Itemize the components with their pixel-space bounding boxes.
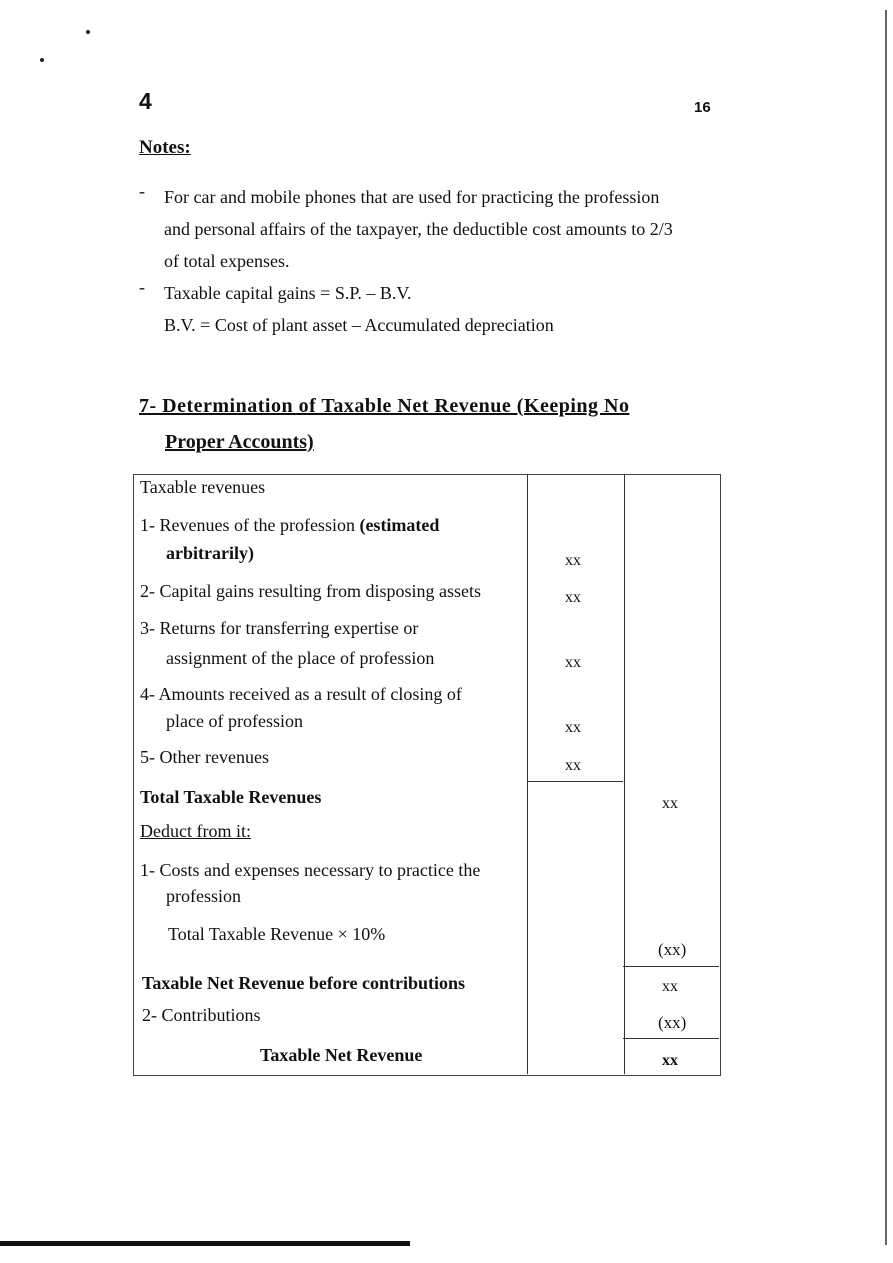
- section-title-continued: Proper Accounts): [165, 431, 314, 453]
- col1-value: xx: [565, 654, 581, 671]
- contributions-item: 2- Contributions: [142, 1005, 261, 1025]
- net-before-contributions: Taxable Net Revenue before contributions: [142, 973, 465, 993]
- deduction-item-1: 1- Costs and expenses necessary to practice the: [140, 860, 481, 880]
- note-1-line: of total expenses.: [164, 251, 290, 271]
- col1-value: xx: [565, 719, 581, 736]
- page-edge-right: [885, 10, 887, 1245]
- bullet-dash: -: [139, 277, 145, 297]
- col1-value: xx: [565, 757, 581, 774]
- revenue-item-3-cont: assignment of the place of profession: [166, 648, 435, 668]
- taxable-revenues-label: Taxable revenues: [140, 477, 266, 497]
- revenue-item-5: 5- Other revenues: [140, 747, 269, 767]
- scan-speck: [86, 30, 90, 34]
- bullet-dash: -: [139, 181, 145, 201]
- col1-value: xx: [565, 589, 581, 606]
- col2-value: (xx): [658, 940, 687, 959]
- revenue-item-1-cont: arbitrarily): [166, 543, 254, 563]
- col1-total-rule: [527, 781, 623, 782]
- note-1-line: For car and mobile phones that are used for practicing the profession: [164, 187, 660, 207]
- col2-value: xx: [662, 1052, 678, 1069]
- revenue-item-1-text: 1- Revenues of the profession: [140, 515, 360, 535]
- note-2-line: B.V. = Cost of plant asset – Accumulated depreciation: [164, 315, 554, 335]
- revenue-item-3: 3- Returns for transferring expertise or: [140, 618, 419, 638]
- col2-value: (xx): [658, 1013, 687, 1032]
- deduction-formula: Total Taxable Revenue × 10%: [168, 924, 386, 944]
- note-1: [164, 181, 673, 277]
- note-2: [164, 277, 554, 341]
- total-taxable-revenues: Total Taxable Revenues: [140, 787, 322, 807]
- col2-rule: [623, 966, 719, 967]
- deduct-label: Deduct from it:: [140, 821, 251, 841]
- note-1-line: and personal affairs of the taxpayer, the deductible cost amounts to 2/3: [164, 219, 673, 239]
- section-title: 7- Determination of Taxable Net Revenue (Keeping No: [139, 395, 630, 417]
- col2-rule: [623, 1038, 719, 1039]
- page-number: 16: [694, 99, 711, 116]
- page-edge-bottom: [0, 1241, 410, 1246]
- notes-title: Notes:: [139, 137, 191, 158]
- note-2-line: Taxable capital gains = S.P. – B.V.: [164, 283, 412, 303]
- col2-value: xx: [662, 978, 678, 995]
- revenue-item-1-bold: (estimated: [359, 515, 440, 535]
- scan-speck: [40, 58, 44, 62]
- revenue-item-1: [140, 515, 439, 536]
- deduction-item-1-cont: profession: [166, 886, 241, 906]
- taxable-net-revenue: Taxable Net Revenue: [260, 1045, 423, 1065]
- revenue-item-2: 2- Capital gains resulting from disposing assets: [140, 581, 481, 601]
- chapter-number: 4: [139, 88, 152, 114]
- col2-value: xx: [662, 795, 678, 812]
- revenue-item-4: 4- Amounts received as a result of closing of: [140, 684, 462, 704]
- revenue-item-4-cont: place of profession: [166, 711, 303, 731]
- col1-value: xx: [565, 552, 581, 569]
